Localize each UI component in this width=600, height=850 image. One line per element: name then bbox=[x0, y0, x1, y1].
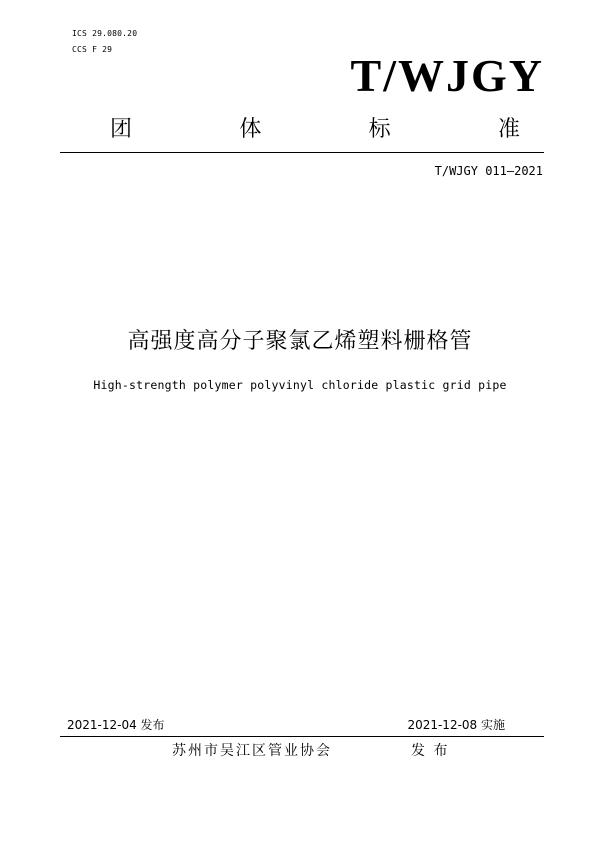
document-title-english: High-strength polymer polyvinyl chloride plastic grid pipe bbox=[93, 378, 507, 392]
standard-type-heading bbox=[110, 115, 520, 145]
standard-logo: T/WJGY bbox=[350, 50, 544, 101]
document-title-chinese: 高强度高分子聚氯乙烯塑料栅格管 bbox=[127, 329, 473, 354]
top-divider bbox=[60, 152, 544, 153]
standard-type-char: 标 bbox=[368, 117, 391, 142]
standard-type-char: 团 bbox=[110, 117, 133, 142]
publisher-action: 发 布 bbox=[411, 743, 450, 759]
publisher-name: 苏州市吴江区管业协会 bbox=[172, 743, 332, 759]
ccs-code: CCS F 29 bbox=[72, 45, 113, 54]
standard-type-char: 准 bbox=[497, 117, 520, 142]
document-number: T/WJGY 011—2021 bbox=[434, 164, 543, 178]
standard-type-char: 体 bbox=[239, 117, 262, 142]
bottom-divider bbox=[60, 736, 544, 737]
implementation-date: 2021-12-08 实施 bbox=[407, 718, 505, 732]
ics-code: ICS 29.080.20 bbox=[72, 29, 138, 38]
release-date: 2021-12-04 发布 bbox=[67, 718, 165, 732]
